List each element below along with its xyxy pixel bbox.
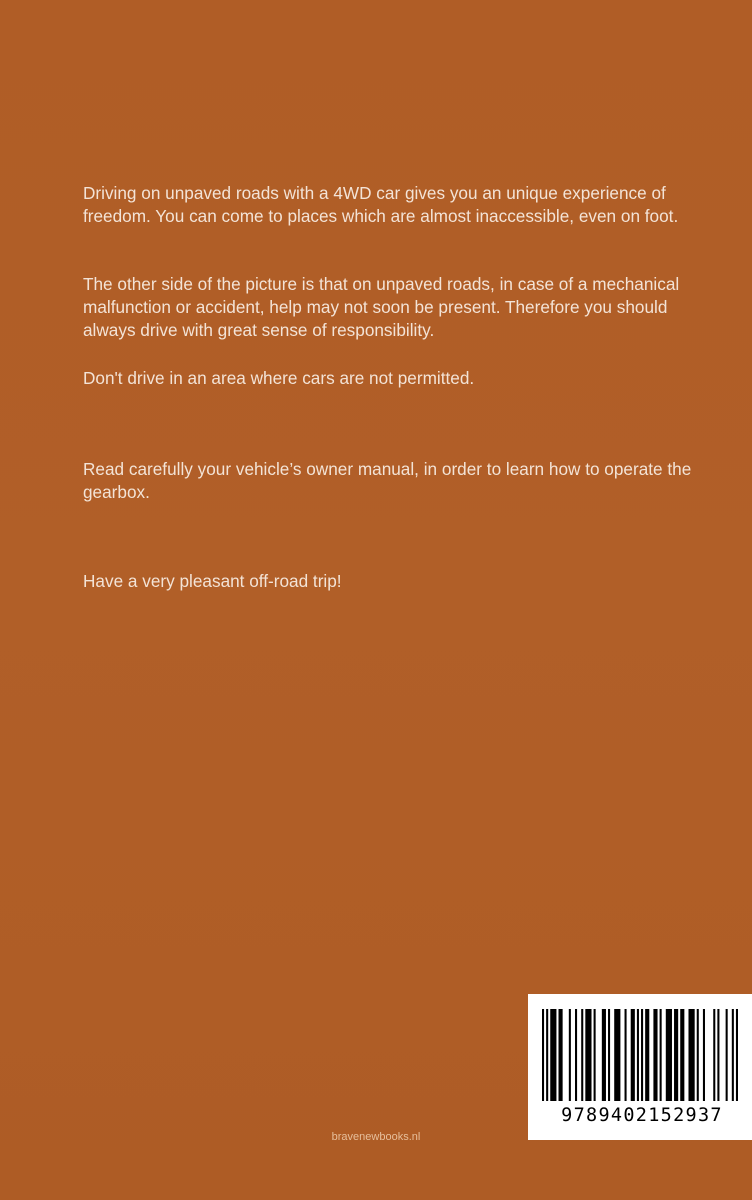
barcode-bar: [637, 1009, 639, 1101]
barcode-bar: [688, 1009, 694, 1101]
blurb-paragraph-responsibility: The other side of the picture is that on unpaved roads, in case of a mechanical malfunction or accident, help may not soon be present. Therefore you should always drive with great sense of responsibility.: [83, 274, 680, 340]
barcode-icon: [542, 1009, 738, 1101]
barcode-bar: [542, 1009, 544, 1101]
barcode-bar: [736, 1009, 738, 1101]
barcode-bar: [732, 1009, 734, 1101]
isbn-barcode-box: [528, 994, 752, 1140]
barcode-bar: [569, 1009, 571, 1101]
barcode-bar: [559, 1009, 563, 1101]
barcode-bar: [641, 1009, 643, 1101]
barcode-bar: [581, 1009, 583, 1101]
barcode-bar: [614, 1009, 620, 1101]
barcode-bar: [550, 1009, 556, 1101]
barcode-bar: [585, 1009, 591, 1101]
blurb-paragraph-owner-manual: Read carefully your vehicle’s owner manual, in order to learn how to operate the gearbox.: [83, 459, 692, 502]
barcode-bar: [575, 1009, 577, 1101]
barcode-bar: [645, 1009, 649, 1101]
barcode-bar: [631, 1009, 635, 1101]
barcode-bar: [660, 1009, 662, 1101]
barcode-bar: [608, 1009, 610, 1101]
blurb-paragraph-freedom: Driving on unpaved roads with a 4WD car gives you an unique experience of freedom. You can come to places which are almost inaccessible, even on foot.: [83, 183, 679, 226]
blurb-paragraph-permitted-areas: Don't drive in an area where cars are not permitted.: [83, 368, 475, 388]
barcode-bar: [697, 1009, 699, 1101]
barcode-bar: [703, 1009, 705, 1101]
barcode-bar: [713, 1009, 715, 1101]
publisher-website: bravenewbooks.nl: [331, 1131, 421, 1143]
barcode-bar: [666, 1009, 672, 1101]
barcode-bar: [680, 1009, 684, 1101]
isbn-number: 9789402152937: [561, 1105, 723, 1126]
barcode-bar: [674, 1009, 678, 1101]
barcode-bar: [546, 1009, 548, 1101]
blurb-paragraph-closing: Have a very pleasant off-road trip!: [83, 571, 342, 591]
barcode-bar: [602, 1009, 606, 1101]
barcode-bar: [726, 1009, 728, 1101]
barcode-bar: [717, 1009, 719, 1101]
barcode-bar: [653, 1009, 657, 1101]
barcode-bar: [594, 1009, 596, 1101]
barcode-bar: [625, 1009, 627, 1101]
